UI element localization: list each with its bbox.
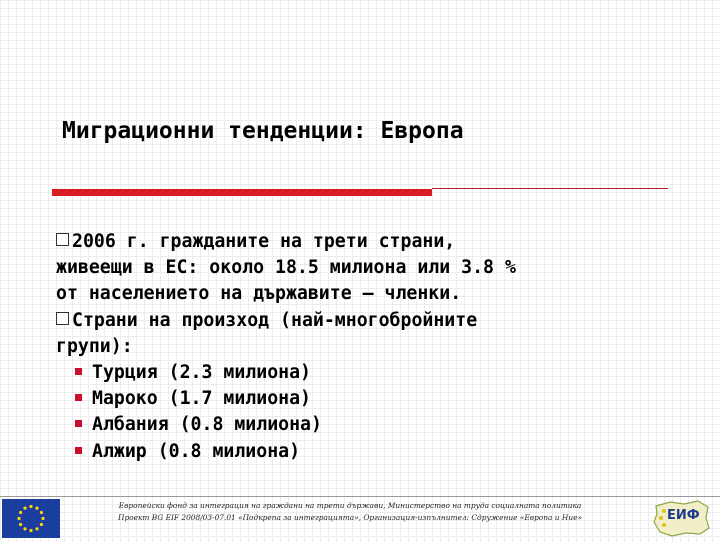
- eif-logo-text: ЕИФ: [667, 508, 700, 523]
- square-bullet-icon: [75, 368, 82, 375]
- footer-credits: [100, 500, 600, 524]
- country-item-text: Алжир (0.8 милиона): [92, 440, 301, 462]
- title-divider-line: [432, 188, 668, 189]
- list-item: [56, 412, 696, 438]
- footer-line: Проект BG EIF 2008/03-07.01 «Подкрепа за интеграцията», Организация-изпълнител: Сдружение «Европа и Ние»: [118, 513, 582, 522]
- paragraph-line: групи):: [56, 335, 133, 357]
- checkbox-bullet-icon: [56, 233, 69, 246]
- paragraph-origin-countries: [56, 308, 696, 360]
- paragraph-line: 2006 г. гражданите на трети страни,: [72, 231, 456, 252]
- slide-content: [56, 229, 696, 465]
- country-item-text: Албания (0.8 милиона): [92, 414, 322, 436]
- list-item: [56, 439, 696, 465]
- paragraph-line: живеещи в ЕС: около 18.5 милиона или 3.8 %: [56, 257, 516, 279]
- country-item-text: Турция (2.3 милиона): [92, 362, 311, 384]
- list-item: [56, 386, 696, 412]
- eu-stars-icon: [2, 499, 60, 538]
- eu-flag-icon: [2, 499, 60, 538]
- paragraph-line: от населението на държавите – членки.: [56, 283, 462, 305]
- checkbox-bullet-icon: [56, 312, 69, 325]
- list-item: [56, 360, 696, 386]
- footer-line: Европейски фонд за интеграция на граждани на трети държави, Министерство на труда социалната политика: [118, 501, 582, 510]
- country-item-text: Мароко (1.7 милиона): [92, 388, 311, 410]
- square-bullet-icon: [75, 394, 82, 401]
- square-bullet-icon: [75, 447, 82, 454]
- paragraph-eu-residents: [56, 229, 696, 308]
- square-bullet-icon: [75, 420, 82, 427]
- slide-title: Миграционни тенденции: Европа: [62, 118, 464, 144]
- title-accent-bar: [52, 189, 432, 196]
- footer-divider: [0, 496, 720, 497]
- paragraph-line: Страни на произход (най-многобройните: [72, 309, 478, 331]
